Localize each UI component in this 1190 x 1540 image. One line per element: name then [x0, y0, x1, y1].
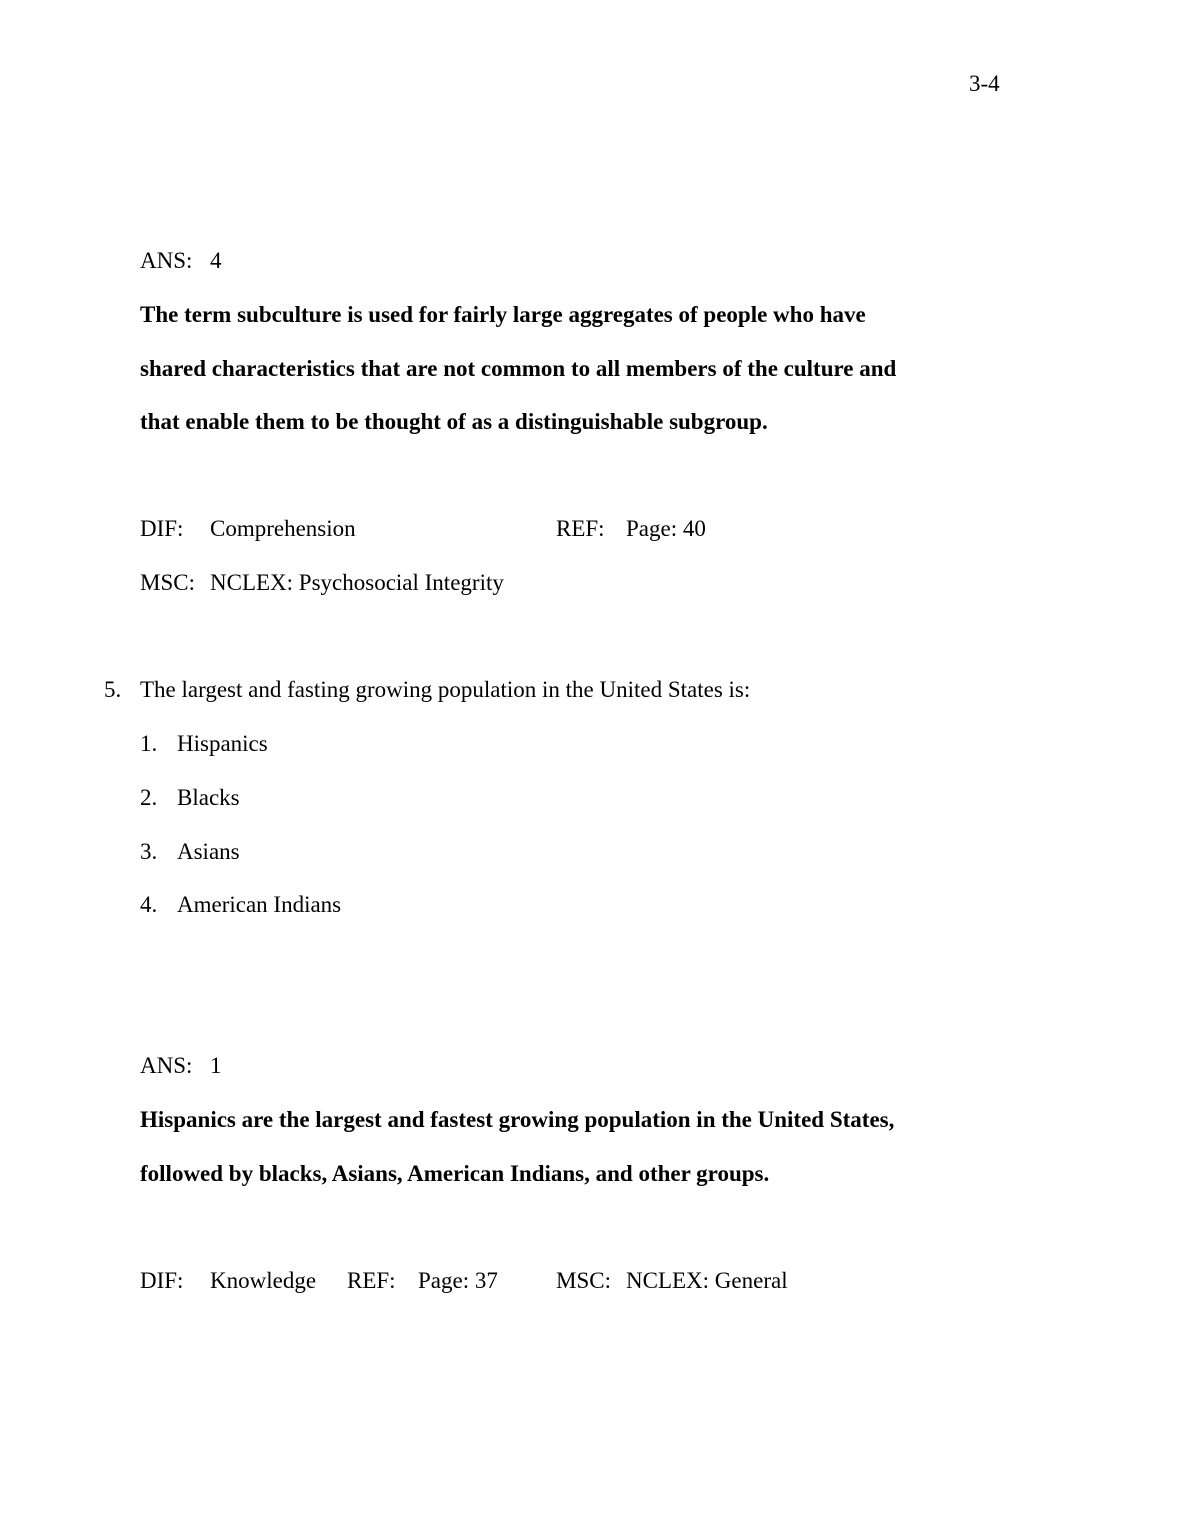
- q5-option-2-num: 2.: [140, 785, 158, 810]
- q5-rationale-line-1: Hispanics are the largest and fastest growing population in the United States,: [140, 1107, 895, 1132]
- q5-number: 5.: [104, 677, 122, 702]
- q5-option-3-num: 3.: [140, 839, 158, 864]
- q5-option-3-text: Asians: [177, 839, 240, 864]
- q5-option-1-num: 1.: [140, 731, 158, 756]
- q4-rationale-line-3: that enable them to be thought of as a distinguishable subgroup.: [140, 409, 768, 434]
- q5-ref-label: REF:: [347, 1268, 396, 1293]
- q4-dif-label: DIF:: [140, 516, 184, 541]
- q5-option-1-text: Hispanics: [177, 731, 268, 756]
- q4-ref-label: REF:: [556, 516, 605, 541]
- q5-ref-value: Page: 37: [418, 1268, 498, 1293]
- q4-msc-value: NCLEX: Psychosocial Integrity: [210, 570, 504, 595]
- q5-ans-value: 1: [210, 1053, 222, 1078]
- q5-ans-label: ANS:: [140, 1053, 193, 1078]
- q5-option-4-num: 4.: [140, 892, 158, 917]
- q5-msc-value: NCLEX: General: [626, 1268, 788, 1293]
- q5-dif-label: DIF:: [140, 1268, 184, 1293]
- q5-option-2-text: Blacks: [177, 785, 240, 810]
- q4-dif-value: Comprehension: [210, 516, 356, 541]
- q4-ans-value: 4: [210, 248, 222, 273]
- q5-option-4-text: American Indians: [177, 892, 342, 917]
- q4-rationale-line-1: The term subculture is used for fairly large aggregates of people who have: [140, 302, 866, 327]
- q4-msc-label: MSC:: [140, 570, 195, 595]
- q5-msc-label: MSC:: [556, 1268, 611, 1293]
- page-number: 3-4: [969, 71, 1000, 96]
- q4-ans-label: ANS:: [140, 248, 193, 273]
- q5-rationale-line-2: followed by blacks, Asians, American Indians, and other groups.: [140, 1161, 770, 1186]
- q5-dif-value: Knowledge: [210, 1268, 317, 1293]
- q4-rationale-line-2: shared characteristics that are not common to all members of the culture and: [140, 356, 897, 381]
- q5-stem: The largest and fasting growing population in the United States is:: [140, 677, 751, 702]
- q4-ref-value: Page: 40: [626, 516, 706, 541]
